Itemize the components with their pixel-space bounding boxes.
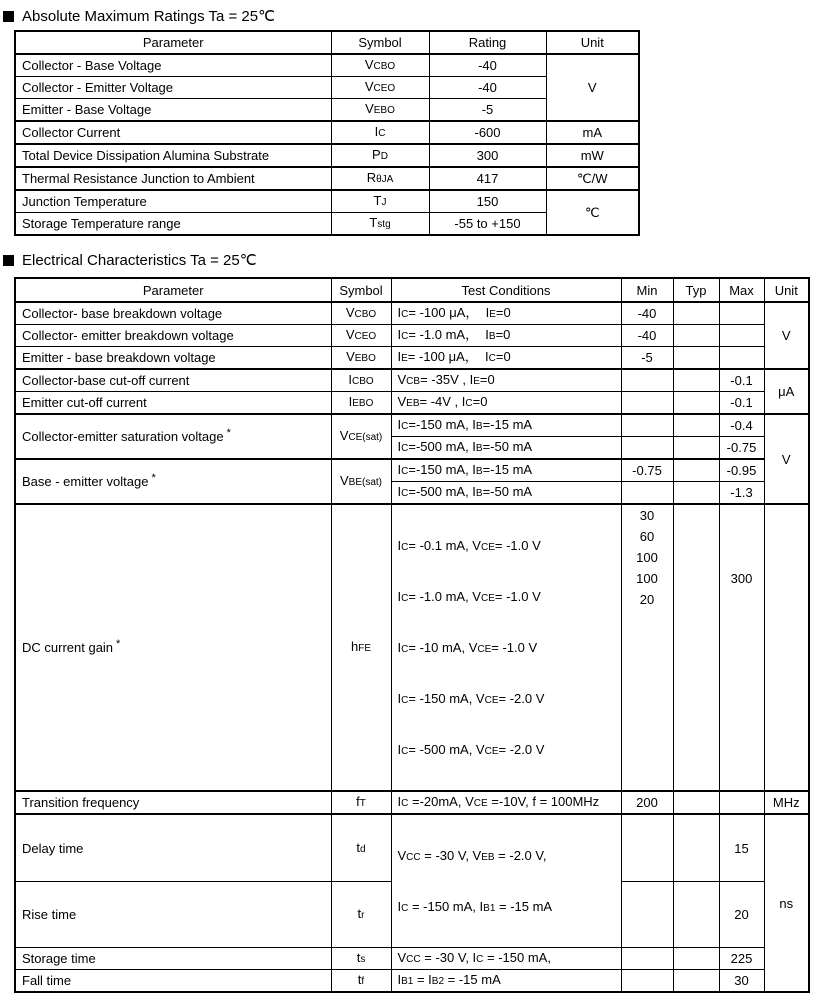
row-icbo [15,369,809,392]
section-bullet-icon [3,11,14,22]
min-cell: -40 [621,302,673,325]
min-cell [621,392,673,415]
cond-cell: VCB= -35V , IE=0 [391,369,621,392]
max-line: 300 [730,571,753,586]
unit-cell-cw: ℃/W [546,167,639,190]
min-cell [621,414,673,437]
table-row [15,144,639,167]
param-cell: Collector-base cut-off current [15,369,331,392]
col-header-typ: Typ [673,278,719,302]
table-row [15,99,639,122]
col-header-rating: Rating [429,31,546,54]
unit-cell-ns: ns [764,814,809,992]
cond-cell: IC=-500 mA, IB=-50 mA [391,437,621,460]
param-cell: Collector - Emitter Voltage [15,77,331,99]
symbol-cell: VCEO [331,325,391,347]
typ-cell [673,948,719,970]
param-cell: Delay time [15,814,331,882]
table-row [15,54,639,77]
max-cell: -0.4 [719,414,764,437]
row-iebo [15,392,809,415]
cond-line: IC= -500 mA, VCE= -2.0 V [397,742,545,757]
min-cell [621,814,673,882]
symbol-cell: Tstg [331,213,429,236]
symbol-cell: VEBO [331,99,429,122]
unit-cell-v: V [764,414,809,504]
param-cell: Total Device Dissipation Alumina Substrate [15,144,331,167]
rating-cell: 300 [429,144,546,167]
row-vcesat-1 [15,414,809,437]
max-cell [719,347,764,370]
rating-cell: 417 [429,167,546,190]
typ-cell [673,414,719,437]
cond-cell: VEB= -4V , IC=0 [391,392,621,415]
unit-cell [764,504,809,791]
row-vceo [15,325,809,347]
max-line [720,589,764,610]
unit-cell-ua: μA [764,369,809,414]
cond-cell: IC= -100 μA， IE=0 [391,302,621,325]
row-td [15,814,809,882]
min-cell: 200 [621,791,673,814]
col-header-max: Max [719,278,764,302]
typ-cell [673,791,719,814]
symbol-cell: TJ [331,190,429,213]
param-cell: Storage Temperature range [15,213,331,236]
min-cell [621,970,673,993]
min-cell [621,504,673,791]
min-line: 100 [636,571,658,586]
col-header-symbol: Symbol [331,31,429,54]
row-ft [15,791,809,814]
cond-line: IC= -1.0 mA, VCE= -1.0 V [397,589,541,604]
cond-line: IC = -150 mA, IB1 = -15 mA [397,899,553,914]
row-tf [15,970,809,993]
typ-cell [673,970,719,993]
param-cell: DC current gain * [15,504,331,791]
section-heading-text: Electrical Characteristics Ta = 25℃ [22,252,257,269]
param-cell: Base - emitter voltage * [15,459,331,504]
row-ts [15,948,809,970]
rating-cell: -600 [429,121,546,144]
symbol-cell: hFE [331,504,391,791]
datasheet-page [0,7,815,988]
unit-cell-v: V [546,54,639,121]
table-row [15,121,639,144]
unit-cell-v: V [764,302,809,369]
table-row [15,213,639,236]
row-vcbo [15,302,809,325]
typ-cell [673,504,719,791]
max-line [720,547,764,568]
param-cell: Thermal Resistance Junction to Ambient [15,167,331,190]
typ-cell [673,814,719,882]
symbol-cell: VCBO [331,302,391,325]
typ-cell [673,325,719,347]
max-cell [719,791,764,814]
param-cell: Fall time [15,970,331,993]
rating-cell: 150 [429,190,546,213]
symbol-cell: VBE(sat) [331,459,391,504]
max-cell: -0.75 [719,437,764,460]
param-cell: Collector Current [15,121,331,144]
param-cell: Emitter - base breakdown voltage [15,347,331,370]
min-cell: -0.75 [621,459,673,482]
cond-line: IC= -150 mA, VCE= -2.0 V [397,691,545,706]
min-cell [621,437,673,460]
typ-cell [673,369,719,392]
cond-cell: IE= -100 μA， IC=0 [391,347,621,370]
max-cell: 20 [719,882,764,948]
symbol-cell: IEBO [331,392,391,415]
min-line: 60 [639,529,655,544]
cond-line: IC= -10 mA, VCE= -1.0 V [397,640,538,655]
param-cell: Rise time [15,882,331,948]
symbol-cell: VCBO [331,54,429,77]
col-header-test-conditions: Test Conditions [391,278,621,302]
cond-cell: IB1 = IB2 = -15 mA [391,970,621,993]
section-heading-text: Absolute Maximum Ratings Ta = 25℃ [22,8,275,25]
cond-line: VCC = -30 V, VEB = -2.0 V, [397,848,547,863]
symbol-cell: ts [331,948,391,970]
unit-cell-ma: mA [546,121,639,144]
col-header-min: Min [621,278,673,302]
electrical-characteristics-table [14,277,810,993]
unit-cell-mhz: MHz [764,791,809,814]
cond-cell: VCC = -30 V, IC = -150 mA, [391,948,621,970]
param-cell: Collector-emitter saturation voltage * [15,414,331,459]
rating-cell: -40 [429,77,546,99]
min-line: 100 [636,550,658,565]
symbol-cell: ICBO [331,369,391,392]
min-cell: -40 [621,325,673,347]
param-cell: Collector- emitter breakdown voltage [15,325,331,347]
rating-cell: -55 to +150 [429,213,546,236]
max-cell: -0.1 [719,369,764,392]
max-cell: -1.3 [719,482,764,505]
max-line [720,526,764,547]
table-row [15,77,639,99]
row-vebo [15,347,809,370]
table-header-row [15,31,639,54]
param-cell: Collector - Base Voltage [15,54,331,77]
typ-cell [673,392,719,415]
rating-cell: -40 [429,54,546,77]
max-cell [719,302,764,325]
typ-cell [673,347,719,370]
absolute-maximum-ratings-table [14,30,640,236]
table-header-row [15,278,809,302]
symbol-cell: PD [331,144,429,167]
min-line: 30 [639,508,655,523]
section-bullet-icon [3,255,14,266]
symbol-cell: IC [331,121,429,144]
symbol-cell: fT [331,791,391,814]
max-cell: 30 [719,970,764,993]
col-header-parameter: Parameter [15,31,331,54]
symbol-cell: tf [331,970,391,993]
max-cell: 225 [719,948,764,970]
max-cell: -0.1 [719,392,764,415]
min-cell [621,482,673,505]
min-cell [621,882,673,948]
param-cell: Emitter - Base Voltage [15,99,331,122]
cond-cell: IC =-20mA, VCE =-10V, f = 100MHz [391,791,621,814]
table-row [15,190,639,213]
unit-cell-c: ℃ [546,190,639,235]
min-line: 20 [639,592,655,607]
cond-cell: IC=-150 mA, IB=-15 mA [391,459,621,482]
footnote-star: * [151,471,156,484]
section-heading-absolute-maximum [3,7,815,25]
table-row [15,167,639,190]
max-line [720,505,764,526]
symbol-cell: RθJA [331,167,429,190]
max-cell: 15 [719,814,764,882]
cond-cell [391,504,621,791]
cond-line: IC= -0.1 mA, VCE= -1.0 V [397,538,541,553]
max-cell [719,504,764,791]
rating-cell: -5 [429,99,546,122]
typ-cell [673,882,719,948]
symbol-cell: VCE(sat) [331,414,391,459]
unit-cell-mw: mW [546,144,639,167]
param-cell: Junction Temperature [15,190,331,213]
col-header-unit: Unit [546,31,639,54]
min-cell: -5 [621,347,673,370]
cond-cell: IC=-500 mA, IB=-50 mA [391,482,621,505]
param-cell: Emitter cut-off current [15,392,331,415]
row-hfe [15,504,809,791]
col-header-unit: Unit [764,278,809,302]
cond-cell [391,814,621,948]
row-vbesat-1 [15,459,809,482]
symbol-cell: tr [331,882,391,948]
param-cell: Storage time [15,948,331,970]
col-header-parameter: Parameter [15,278,331,302]
symbol-cell: VEBO [331,347,391,370]
symbol-cell: td [331,814,391,882]
param-cell: Collector- base breakdown voltage [15,302,331,325]
typ-cell [673,437,719,460]
footnote-star: * [226,426,231,439]
footnote-star: * [116,637,121,650]
min-cell [621,369,673,392]
symbol-cell: VCEO [331,77,429,99]
cond-cell: IC= -1.0 mA， IB=0 [391,325,621,347]
min-cell [621,948,673,970]
typ-cell [673,302,719,325]
max-cell: -0.95 [719,459,764,482]
cond-cell: IC=-150 mA, IB=-15 mA [391,414,621,437]
typ-cell [673,459,719,482]
col-header-symbol: Symbol [331,278,391,302]
max-cell [719,325,764,347]
section-heading-electrical [3,251,815,269]
param-cell: Transition frequency [15,791,331,814]
typ-cell [673,482,719,505]
